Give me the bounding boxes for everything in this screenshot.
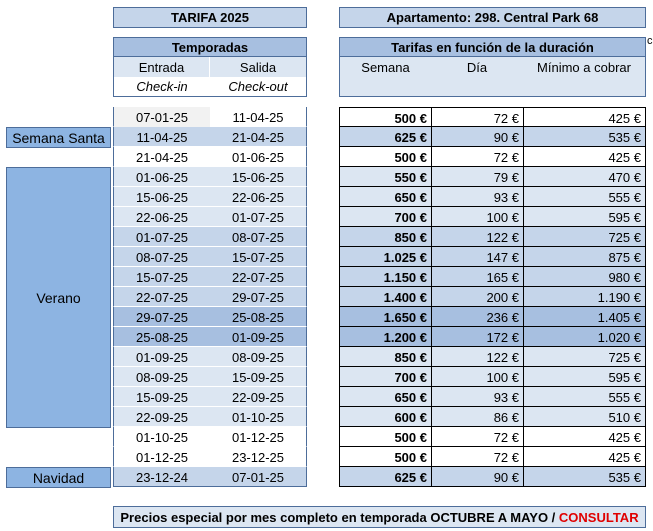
dia-price-cell: 100 € — [431, 367, 523, 387]
salida-cell: 11-04-25 — [232, 109, 284, 125]
consult-link[interactable]: CONSULTAR — [558, 509, 639, 525]
dia-price-cell: 72 € — [431, 108, 523, 128]
salida-cell: 22-09-25 — [231, 389, 285, 405]
price-row — [339, 367, 646, 387]
semana-price-cell: 500 € — [394, 449, 427, 465]
minimo-price-cell: 425 € — [523, 108, 645, 128]
table-row — [113, 427, 307, 447]
table-row — [113, 347, 307, 367]
col-minimo: Mínimo a cobrar — [523, 57, 645, 77]
price-row — [339, 227, 646, 247]
footer-text: Precios especial por mes completo en temporada OCTUBRE A MAYO / — [120, 509, 559, 525]
salida-cell: 22-06-25 — [231, 189, 285, 205]
entrada-cell: 07-01-25 — [114, 107, 210, 127]
price-row — [339, 107, 646, 127]
minimo-price-cell: 725 € — [523, 227, 645, 247]
salida-cell: 01-06-25 — [231, 149, 285, 165]
table-row — [113, 247, 307, 267]
semana-price-cell: 850 € — [394, 349, 427, 365]
table-row — [113, 207, 307, 227]
semana-price-cell: 550 € — [394, 169, 427, 185]
stray-mark: c — [647, 35, 653, 47]
entrada-cell: 01-09-25 — [135, 349, 189, 365]
price-row — [339, 447, 646, 467]
table-row — [113, 307, 307, 327]
tariff-title-text: TARIFA 2025 — [170, 10, 250, 25]
dia-price-cell: 200 € — [431, 287, 523, 307]
semana-price-cell: 1.650 € — [383, 309, 427, 325]
dia-price-cell: 90 € — [431, 127, 523, 147]
price-row — [339, 427, 646, 447]
entrada-cell: 11-04-25 — [136, 129, 188, 145]
entrada-cell: 22-09-25 — [135, 409, 189, 425]
seasons-subheader — [113, 57, 307, 97]
table-row — [113, 227, 307, 247]
apartment-title — [339, 7, 646, 28]
salida-cell: 25-08-25 — [231, 309, 285, 325]
footer-note — [113, 506, 646, 528]
semana-price-cell: 625 € — [394, 129, 427, 145]
price-row — [339, 327, 646, 347]
minimo-price-cell: 1.405 € — [523, 307, 645, 327]
price-row — [339, 387, 646, 407]
semana-price-cell: 500 € — [394, 429, 427, 445]
entrada-cell: 22-07-25 — [135, 289, 189, 305]
semana-price-cell: 850 € — [394, 229, 427, 245]
table-row — [113, 447, 307, 467]
dia-price-cell: 93 € — [431, 187, 523, 207]
minimo-price-cell: 875 € — [523, 247, 645, 267]
price-row — [339, 347, 646, 367]
entrada-cell: 15-07-25 — [135, 269, 189, 285]
table-row — [113, 387, 307, 407]
table-row — [113, 147, 307, 167]
semana-price-cell: 500 € — [394, 110, 427, 126]
table-row — [113, 327, 307, 347]
semana-price-cell: 1.400 € — [383, 289, 427, 305]
semana-price-cell: 625 € — [394, 469, 427, 485]
season-semana-santa: Semana Santa — [6, 127, 111, 148]
semana-price-cell: 1.200 € — [383, 329, 427, 345]
seasons-header-text: Temporadas — [171, 39, 249, 55]
price-row — [339, 187, 646, 207]
salida-cell: 21-04-25 — [231, 129, 285, 145]
minimo-price-cell: 510 € — [523, 407, 645, 427]
tariff-title — [113, 7, 307, 28]
prices-subheader-blank — [340, 77, 645, 96]
dia-price-cell: 86 € — [431, 407, 523, 427]
dia-price-cell: 93 € — [431, 387, 523, 407]
semana-price-cell: 700 € — [394, 369, 427, 385]
price-row — [339, 167, 646, 187]
entrada-cell: 01-12-25 — [135, 449, 189, 465]
dia-price-cell: 72 € — [431, 427, 523, 447]
salida-cell: 01-12-25 — [231, 429, 285, 445]
table-row — [113, 167, 307, 187]
salida-cell: 15-07-25 — [231, 249, 285, 265]
table-row — [113, 407, 307, 427]
salida-cell: 29-07-25 — [231, 289, 285, 305]
col-salida: Salida — [210, 57, 306, 77]
price-row — [339, 247, 646, 267]
table-row — [113, 287, 307, 307]
salida-cell: 23-12-25 — [231, 449, 285, 465]
dia-price-cell: 172 € — [431, 327, 523, 347]
price-row — [339, 127, 646, 147]
season-navidad: Navidad — [6, 467, 111, 488]
salida-cell: 07-01-25 — [231, 469, 285, 485]
entrada-cell: 15-06-25 — [135, 189, 189, 205]
dia-price-cell: 79 € — [431, 167, 523, 187]
table-row — [113, 367, 307, 387]
col-dia: Día — [431, 57, 523, 77]
apartment-title-text: Apartamento: 298. Central Park 68 — [386, 10, 599, 25]
salida-cell: 08-09-25 — [231, 349, 285, 365]
table-row — [113, 107, 307, 127]
salida-cell: 22-07-25 — [231, 269, 285, 285]
minimo-price-cell: 425 € — [523, 447, 645, 467]
dia-price-cell: 165 € — [431, 267, 523, 287]
salida-cell: 15-09-25 — [231, 369, 285, 385]
table-row — [113, 187, 307, 207]
entrada-cell: 22-06-25 — [135, 209, 189, 225]
dia-price-cell: 72 € — [431, 447, 523, 467]
minimo-price-cell: 425 € — [523, 427, 645, 447]
minimo-price-cell: 595 € — [523, 367, 645, 387]
price-row — [339, 147, 646, 167]
semana-price-cell: 1.150 € — [383, 269, 427, 285]
minimo-price-cell: 1.190 € — [523, 287, 645, 307]
price-row — [339, 267, 646, 287]
minimo-price-cell: 535 € — [523, 467, 645, 487]
price-row — [339, 307, 646, 327]
prices-header-text: Tarifas en función de la duración — [391, 39, 594, 55]
entrada-cell: 29-07-25 — [135, 309, 189, 325]
semana-price-cell: 650 € — [394, 389, 427, 405]
col-entrada: Entrada — [114, 57, 210, 77]
semana-price-cell: 600 € — [394, 409, 427, 425]
entrada-cell: 23-12-24 — [135, 469, 189, 485]
season-verano: Verano — [6, 167, 111, 428]
entrada-cell: 21-04-25 — [135, 149, 189, 165]
dia-price-cell: 122 € — [431, 347, 523, 367]
entrada-cell: 15-09-25 — [135, 389, 189, 405]
semana-price-cell: 1.025 € — [383, 249, 427, 265]
minimo-price-cell: 980 € — [523, 267, 645, 287]
price-row — [339, 467, 646, 487]
salida-cell: 01-10-25 — [231, 409, 285, 425]
price-row — [339, 287, 646, 307]
minimo-price-cell: 555 € — [523, 187, 645, 207]
minimo-price-cell: 1.020 € — [523, 327, 645, 347]
minimo-price-cell: 425 € — [523, 147, 645, 167]
table-row — [113, 267, 307, 287]
salida-cell: 08-07-25 — [231, 229, 285, 245]
entrada-cell: 01-06-25 — [135, 169, 189, 185]
entrada-cell: 01-07-25 — [135, 229, 189, 245]
entrada-cell: 01-10-25 — [135, 429, 189, 445]
table-row — [113, 127, 307, 147]
col-semana: Semana — [340, 57, 431, 77]
dia-price-cell: 100 € — [431, 207, 523, 227]
seasons-header — [113, 37, 307, 57]
dia-price-cell: 147 € — [431, 247, 523, 267]
col-checkout: Check-out — [210, 77, 306, 96]
minimo-price-cell: 725 € — [523, 347, 645, 367]
prices-header — [339, 37, 646, 57]
col-checkin: Check-in — [114, 77, 210, 96]
dia-price-cell: 122 € — [431, 227, 523, 247]
price-row — [339, 207, 646, 227]
salida-cell: 01-09-25 — [231, 329, 285, 345]
prices-subheader — [339, 57, 646, 97]
entrada-cell: 25-08-25 — [135, 329, 189, 345]
minimo-price-cell: 535 € — [523, 127, 645, 147]
minimo-price-cell: 470 € — [523, 167, 645, 187]
dia-price-cell: 72 € — [431, 147, 523, 167]
dia-price-cell: 236 € — [431, 307, 523, 327]
semana-price-cell: 700 € — [394, 209, 427, 225]
dia-price-cell: 90 € — [431, 467, 523, 487]
semana-price-cell: 500 € — [394, 149, 427, 165]
table-row — [113, 467, 307, 487]
salida-cell: 15-06-25 — [231, 169, 285, 185]
entrada-cell: 08-09-25 — [135, 369, 189, 385]
semana-price-cell: 650 € — [394, 189, 427, 205]
entrada-cell: 08-07-25 — [135, 249, 189, 265]
minimo-price-cell: 555 € — [523, 387, 645, 407]
price-row — [339, 407, 646, 427]
salida-cell: 01-07-25 — [231, 209, 285, 225]
minimo-price-cell: 595 € — [523, 207, 645, 227]
